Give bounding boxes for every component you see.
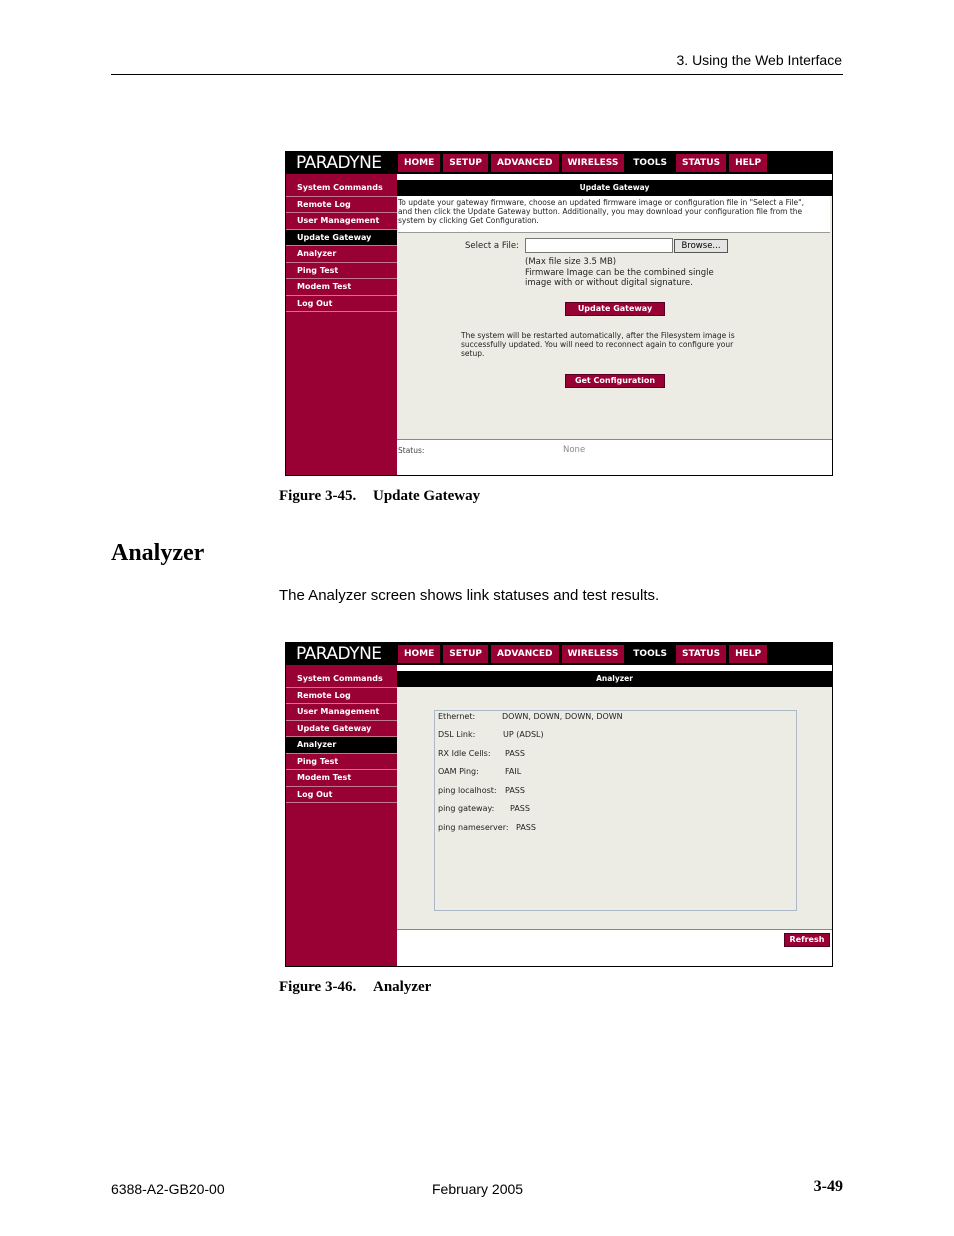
restart-note-3: setup. [461, 349, 485, 358]
tab-setup[interactable]: SETUP [443, 154, 488, 172]
sidebar-item-remote-log[interactable]: Remote Log [286, 197, 397, 214]
result-value: PASS [516, 823, 536, 832]
tab-advanced[interactable]: ADVANCED [491, 645, 559, 663]
result-value: UP (ADSL) [503, 730, 544, 739]
result-label: ping localhost: [438, 786, 497, 795]
sidebar [286, 665, 397, 966]
header-rule [111, 74, 843, 75]
intro-line-2: and then click the Update Gateway button. Additionally, you may download your configuration file from the [398, 207, 803, 216]
result-row-ethernet [438, 712, 623, 721]
tab-help[interactable]: HELP [729, 645, 767, 663]
sidebar-item-analyzer[interactable]: Analyzer [286, 246, 397, 263]
sidebar-item-remote-log[interactable]: Remote Log [286, 688, 397, 705]
status-value: None [563, 445, 586, 455]
nav-tabs [398, 645, 767, 663]
get-configuration-button[interactable]: Get Configuration [565, 374, 665, 388]
tab-help[interactable]: HELP [729, 154, 767, 172]
result-row-ping-localhost [438, 786, 525, 795]
result-label: DSL Link: [438, 730, 476, 739]
figure-caption-update-gateway [279, 488, 480, 505]
result-label: RX Idle Cells: [438, 749, 491, 758]
sidebar-item-analyzer[interactable]: Analyzer [286, 737, 397, 754]
tab-status[interactable]: STATUS [676, 645, 726, 663]
status-label: Status: [398, 446, 425, 455]
firmware-note-1: Firmware Image can be the combined single [525, 268, 714, 278]
restart-note [461, 331, 735, 358]
result-label: ping nameserver: [438, 823, 509, 832]
tab-home[interactable]: HOME [398, 154, 440, 172]
section-title: Analyzer [111, 540, 205, 566]
select-file-label: Select a File: [465, 241, 519, 251]
intro-text [398, 196, 830, 233]
tab-status[interactable]: STATUS [676, 154, 726, 172]
sidebar-item-modem-test[interactable]: Modem Test [286, 279, 397, 296]
content-heading: Analyzer [397, 671, 832, 687]
footer-date: February 2005 [432, 1181, 524, 1197]
result-label: ping gateway: [438, 804, 495, 813]
intro-line-3: system by clicking Get Configuration. [398, 216, 539, 225]
sidebar-item-update-gateway[interactable]: Update Gateway [286, 721, 397, 738]
result-value: FAIL [505, 767, 522, 776]
paradyne-logo: PARADYNE [296, 644, 382, 664]
tab-wireless[interactable]: WIRELESS [562, 154, 625, 172]
sidebar-item-system-commands[interactable]: System Commands [286, 180, 397, 197]
firmware-note-2: image with or without digital signature. [525, 278, 693, 288]
sidebar-item-ping-test[interactable]: Ping Test [286, 754, 397, 771]
top-bar [286, 152, 833, 174]
status-row [397, 439, 832, 459]
caption-title: Analyzer [373, 979, 432, 995]
paradyne-logo: PARADYNE [296, 153, 382, 173]
caption-title: Update Gateway [373, 488, 481, 504]
file-input[interactable] [525, 238, 673, 253]
tab-tools[interactable]: TOOLS [627, 645, 673, 663]
sidebar-item-ping-test[interactable]: Ping Test [286, 263, 397, 280]
content-panel [397, 174, 832, 475]
sidebar-item-system-commands[interactable]: System Commands [286, 671, 397, 688]
caption-number: Figure 3-45. [279, 488, 357, 504]
max-size-note: (Max file size 3.5 MB) [525, 257, 617, 267]
result-row-rx-idle-cells [438, 749, 525, 758]
sidebar-item-modem-test[interactable]: Modem Test [286, 770, 397, 787]
footer-page-number: 3-49 [813, 1178, 843, 1195]
result-row-dsl-link [438, 730, 544, 739]
intro-line-1: To update your gateway firmware, choose an updated firmware image or configuration file in "Select a File", [398, 198, 805, 207]
caption-number: Figure 3-46. [279, 979, 357, 995]
update-gateway-button[interactable]: Update Gateway [565, 302, 665, 316]
sidebar [286, 174, 397, 475]
refresh-row [397, 929, 832, 950]
sidebar-item-log-out[interactable]: Log Out [286, 787, 397, 804]
browse-button[interactable]: Browse... [674, 239, 728, 253]
refresh-button[interactable]: Refresh [784, 933, 830, 947]
restart-note-2: successfully updated. You will need to reconnect again to configure your [461, 340, 734, 349]
tab-advanced[interactable]: ADVANCED [491, 154, 559, 172]
result-value: PASS [510, 804, 530, 813]
result-label: Ethernet: [438, 712, 476, 721]
tab-wireless[interactable]: WIRELESS [562, 645, 625, 663]
content-heading: Update Gateway [397, 180, 832, 196]
analyzer-results-box [434, 710, 797, 911]
result-row-oam-ping [438, 767, 522, 776]
result-value: PASS [505, 786, 525, 795]
tab-home[interactable]: HOME [398, 645, 440, 663]
sidebar-item-update-gateway[interactable]: Update Gateway [286, 230, 397, 247]
result-row-ping-gateway [438, 804, 530, 813]
tab-setup[interactable]: SETUP [443, 645, 488, 663]
nav-tabs [398, 154, 767, 172]
tab-tools[interactable]: TOOLS [627, 154, 673, 172]
footer-doc-number: 6388-A2-GB20-00 [111, 1181, 225, 1197]
result-value: PASS [505, 749, 525, 758]
section-body: The Analyzer screen shows link statuses and test results. [279, 587, 660, 604]
restart-note-1: The system will be restarted automatically, after the Filesystem image is [461, 331, 735, 340]
figure-caption-analyzer [279, 979, 431, 996]
sidebar-item-user-management[interactable]: User Management [286, 704, 397, 721]
sidebar-item-log-out[interactable]: Log Out [286, 296, 397, 313]
result-label: OAM Ping: [438, 767, 479, 776]
top-bar [286, 643, 833, 665]
running-head: 3. Using the Web Interface [676, 52, 842, 68]
analyzer-screenshot [285, 642, 833, 967]
result-row-ping-nameserver [438, 823, 536, 832]
update-gateway-screenshot [285, 151, 833, 476]
sidebar-item-user-management[interactable]: User Management [286, 213, 397, 230]
content-panel [397, 665, 832, 966]
result-value: DOWN, DOWN, DOWN, DOWN [502, 712, 623, 721]
